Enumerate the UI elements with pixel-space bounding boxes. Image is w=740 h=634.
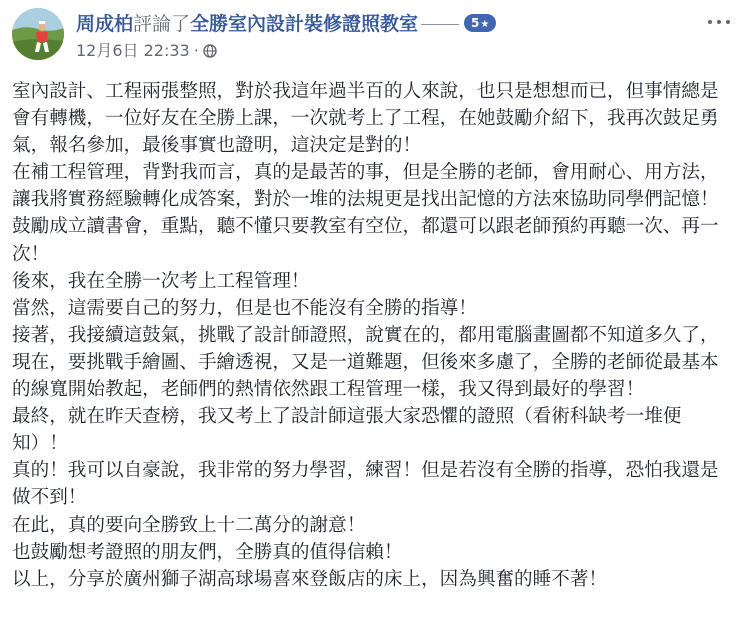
author-avatar[interactable] (12, 8, 64, 60)
post-paragraph: 在此，真的要向全勝致上十二萬分的謝意！ (12, 514, 366, 536)
globe-icon[interactable] (203, 42, 217, 64)
divider-line (421, 24, 459, 25)
post-paragraph: 接著，我接續這鼓氣，挑戰了設計師證照，說實在的，都用電腦畫圖都不知道多久了，現在，要挑戰手繪圖、手繪透視，又是一道難題，但後來多慮了，全勝的老師從最基本的線寬開始教起，老師們的熱情依然跟工程管理一樣，我又得到最好的學習！ (12, 324, 719, 401)
post-paragraph: 在補工程管理，背對我而言，真的是最苦的事，但是全勝的老師，會用耐心、用方法，讓我將實務經驗轉化成答案，對於一堆的法規更是找出記憶的方法來協助同學們記憶！鼓勵成立讀書會，重點，聽不懂只要教室有空位，都還可以跟老師預約再聽一次、再一次！ (12, 162, 719, 265)
page-name-link[interactable]: 全勝室內設計裝修證照教室 (190, 13, 419, 35)
post-meta (76, 40, 217, 64)
post-paragraph: 後來，我在全勝一次考上工程管理！ (12, 270, 310, 292)
post-paragraph: 室內設計、工程兩張整照，對於我這年過半百的人來說，也只是想想而已，但事情總是會有轉機，一位好友在全勝上課，一次就考上了工程，在她鼓勵介紹下，我再次鼓足勇氣，報名參加，最後事實也證明，這決定是對的！ (12, 81, 719, 157)
post-paragraph: 真的！我可以自豪說，我非常的努力學習，練習！但是若沒有全勝的指導，恐怕我還是做不到！ (12, 460, 719, 509)
more-options-icon[interactable] (708, 14, 730, 30)
post-timestamp[interactable]: 12月6日 22:33 (76, 41, 190, 60)
star-icon: ★ (480, 19, 490, 30)
post-paragraph: 最終，就在昨天查榜，我又考上了設計師這張大家恐懼的證照（看術科缺考一堆便知）！ (12, 406, 682, 455)
rating-badge[interactable] (464, 14, 496, 32)
post-paragraph: 當然，這需要自己的努力，但是也不能沒有全勝的指導！ (12, 297, 477, 319)
action-text: 評論了 (133, 13, 191, 35)
post-header (76, 11, 496, 37)
post-paragraph: 以上，分享於廣州獅子湖高球場喜來登飯店的床上，因為興奮的睡不著！ (12, 568, 608, 590)
meta-separator: · (193, 41, 199, 60)
rating-value: 5 (471, 16, 480, 30)
post-body (12, 78, 732, 593)
post-paragraph: 也鼓勵想考證照的朋友們，全勝真的值得信賴！ (12, 541, 403, 563)
avatar-photo-icon (12, 8, 64, 60)
author-name[interactable]: 周成柏 (76, 13, 134, 35)
